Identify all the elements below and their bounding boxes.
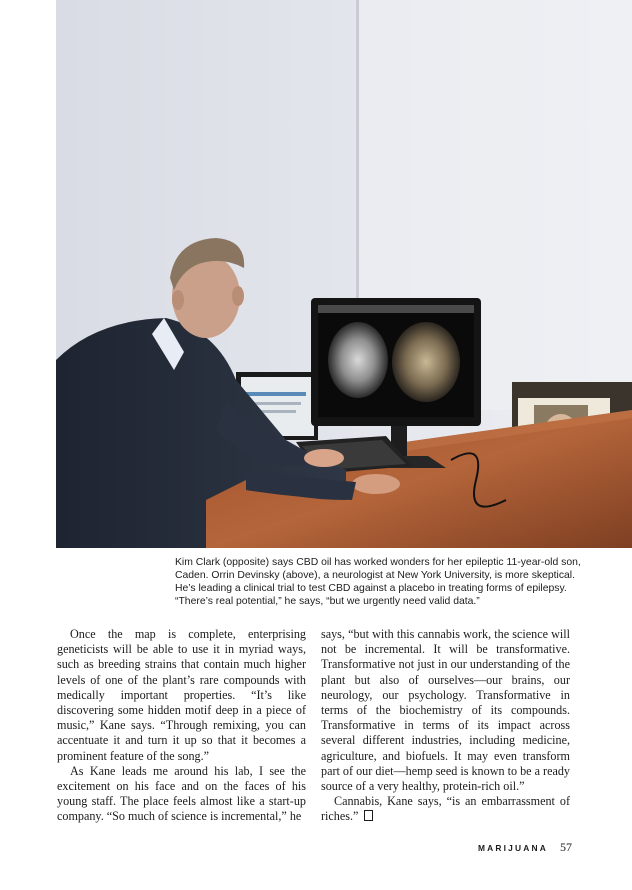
paragraph: Once the map is complete, enterprising geneticists will be able to use it in myriad ways, such as breeding strains that contain much higher levels of one of the plant’s rare compounds with medically important properties. “It’s like discovering some hidden motif deep in a piece of music,” Kane says. “Through remixing, you can accentuate it and turn it up so that it becomes a prominent feature of the song.” (57, 627, 306, 763)
paragraph: says, “but with this cannabis work, the science will not be incremental. It will be transformative. Transformative not just in our understanding of the plant but also of ourselves—our brains, our neurology, our psychology. Transformative in terms of the biochemistry of its compounds. Transformative in terms of its impact across several different industries, including medicine, agriculture, and biofuels. It may even transform part of our diet—hemp seed is known to be a ready source of a very healthy, protein-rich oil.” (321, 627, 570, 794)
photo-illustration (56, 0, 632, 548)
photo-caption (175, 557, 595, 609)
article-column-left (57, 627, 306, 825)
page-number: 57 (560, 840, 572, 854)
article-column-right (321, 627, 570, 825)
caption-text: Kim Clark (opposite) says CBD oil has worked wonders for her epileptic 11-year-old son, Caden. Orrin Devinsky (above), a neurologist at New York University, is more skeptical. He’s leading a clinical trial to test CBD against a placebo in treating forms of epilepsy. “There’s real potential,” he says, “but we urgently need valid data.” (175, 557, 581, 607)
paragraph-text: Cannabis, Kane says, “is an embarrassment of riches.” (321, 794, 570, 824)
article-photo (56, 0, 632, 548)
paragraph-final (321, 794, 570, 824)
page-footer (478, 840, 572, 855)
section-name: MARIJUANA (477, 843, 548, 853)
end-of-article-mark (364, 810, 373, 821)
paragraph: As Kane leads me around his lab, I see the excitement on his face and on the faces of his young staff. The place feels almost like a start-up company. “So much of science is incremental,” he (57, 763, 306, 824)
